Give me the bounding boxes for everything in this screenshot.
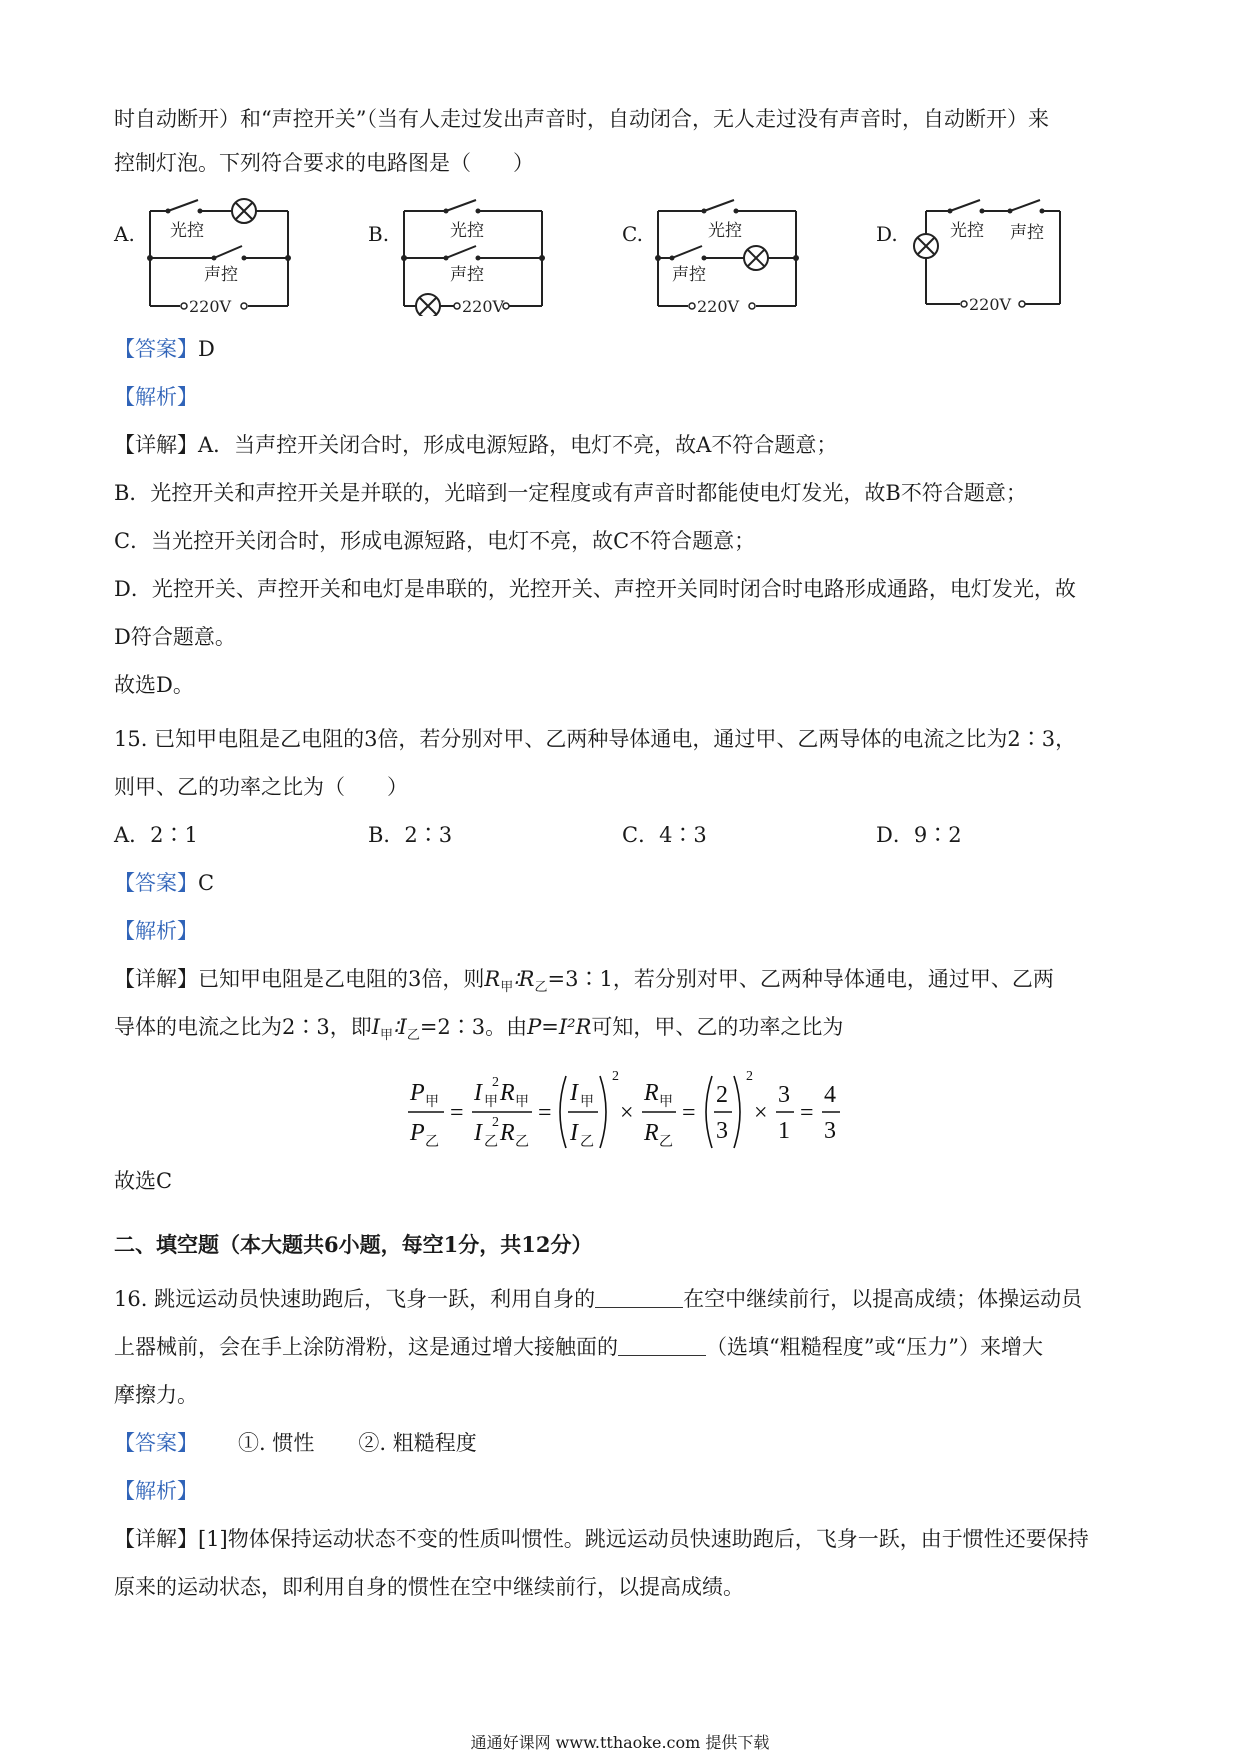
analysis-tag: 【解析】 [114,1479,198,1503]
q16-answer-2: ②. 粗糙程度 [358,1431,477,1455]
q14-detail-d-line-1: D．光控开关、声控开关和电灯是串联的，光控开关、声控开关同时闭合时电路形成通路，电灯发光，故 [114,577,1076,601]
answer-tag: 【答案】 [114,871,198,895]
symbol-i: ∶I [393,1015,407,1039]
subscript-yi: 乙 [534,980,548,996]
f-i: I [570,1120,578,1146]
label-voltage-b: 220V [462,297,505,316]
f-i: I [570,1080,578,1106]
q16-text: 在空中继续前行，以提高成绩；体操运动员 [683,1287,1083,1311]
q15-detail-line-2 [114,1012,1134,1051]
symbol-r: ∶R [513,967,535,991]
q15-analysis [114,916,1134,946]
f-eq: = [800,1100,814,1126]
q16-stem-line-1 [114,1284,1134,1314]
f-one: 1 [778,1118,790,1144]
detail-tag: 【详解】 [114,1527,198,1551]
q16-stem-line-2 [114,1332,1134,1362]
answer-blank-1[interactable] [595,1285,683,1308]
q14-analysis [114,382,1134,412]
q15-answer [114,868,1134,898]
circuit-diagram-c [648,196,808,316]
page-footer: 通通好课网 www.tthaoke.com 提供下载 [470,1733,770,1752]
f-i: I [474,1120,482,1146]
f-r: R [500,1120,515,1146]
q16-analysis [114,1476,1134,1506]
f-two: 2 [716,1082,728,1108]
label-voltage-d: 220V [969,295,1012,314]
subscript-jia: 甲 [380,1028,394,1044]
q15-choice-d: D．9∶2 [876,823,962,847]
f-times: × [754,1100,768,1126]
option-b-label: B. [368,222,390,246]
detail-tag: 【详解】 [114,967,198,991]
q15-choice-a: A．2∶1 [114,823,198,847]
power-ratio-formula [408,1068,848,1152]
f-two: 2 [492,1115,499,1130]
q15-choice-b: B．2∶3 [368,823,453,847]
q14-stem-line-1: 时自动断开）和“声控开关”（当有人走过发出声音时，自动闭合，无人走过没有声音时，自动断开）来 [114,107,1049,131]
f-r: R [644,1080,659,1106]
circuit-diagram-a [140,196,300,316]
q16-detail-line-2: 原来的运动状态，即利用自身的惯性在空中继续前行，以提高成绩。 [114,1575,744,1599]
detail-tag: 【详解】 [114,433,198,457]
label-voltage-a: 220V [189,297,232,316]
f-two: 2 [612,1069,619,1084]
f-yi: 乙 [580,1135,594,1150]
q15-answer-value: C [198,871,215,895]
f-two: 2 [746,1069,753,1084]
f-r: R [500,1080,515,1106]
subscript-yi: 乙 [406,1028,420,1044]
section-2-title: 二、填空题（本大题共6小题，每空1分，共12分） [114,1232,593,1257]
q16-detail-text: [1]物体保持运动状态不变的性质叫惯性。跳远运动员快速助跑后，飞身一跃，由于惯性还要保持 [198,1527,1089,1551]
q14-answer-value: D [198,337,215,361]
symbol-i: I [371,1015,381,1039]
label-shengkong-a: 声控 [204,265,238,285]
q15-detail-line-1 [114,964,1134,1003]
q16-detail-line-1 [114,1524,1134,1554]
q15-choice-c: C．4∶3 [622,823,707,847]
label-shengkong-b: 声控 [450,265,484,285]
answer-tag: 【答案】 [114,1431,198,1455]
q16-text: 上器械前，会在手上涂防滑粉，这是通过增大接触面的 [114,1335,618,1359]
f-two: 2 [492,1075,499,1090]
q14-detail-a [114,430,1134,460]
subscript-jia: 甲 [500,980,514,996]
label-guangkong-a: 光控 [170,221,204,241]
q14-stem-line-2: 控制灯泡。下列符合要求的电路图是（ ） [114,151,534,175]
f-eq: = [682,1100,696,1126]
q16-answer [114,1428,1134,1458]
f-four: 4 [824,1082,836,1108]
q14-detail-c: C．当光控开关闭合时，形成电源短路，电灯不亮，故C不符合题意； [114,529,756,553]
answer-tag: 【答案】 [114,337,198,361]
f-jia: 甲 [580,1095,594,1110]
q15-detail-text: =2∶3。由 [419,1015,528,1039]
f-times: × [620,1100,634,1126]
f-three: 3 [824,1118,836,1144]
q15-stem-line-1: 15. 已知甲电阻是乙电阻的3倍，若分别对甲、乙两种导体通电，通过甲、乙两导体的电流之比为2∶3， [114,727,1077,751]
f-p: P [410,1080,425,1106]
f-jia: 甲 [659,1095,673,1110]
f-yi: 乙 [659,1135,673,1150]
q16-stem-line-3: 摩擦力。 [114,1383,198,1407]
f-three: 3 [716,1118,728,1144]
circuit-options [0,196,1240,326]
q14-answer [114,334,1134,364]
f-yi: 乙 [484,1135,498,1150]
label-guangkong-d: 光控 [950,221,984,241]
option-d-label: D. [876,222,898,246]
label-guangkong-c: 光控 [708,221,742,241]
q14-detail-b: B．光控开关和声控开关是并联的，光暗到一定程度或有声音时都能使电灯发光，故B不符合题意； [114,481,1027,505]
f-p: P [410,1120,425,1146]
option-c-label: C. [622,222,643,246]
f-eq: = [538,1100,552,1126]
f-yi: 乙 [515,1135,529,1150]
option-a-label: A. [114,222,135,246]
f-jia: 甲 [484,1095,498,1110]
label-guangkong-b: 光控 [450,221,484,241]
f-i: I [474,1080,482,1106]
q15-detail-text: =3∶1，若分别对甲、乙两种导体通电，通过甲、乙两 [547,967,1054,991]
q16-answer-1: ①. 惯性 [238,1431,315,1455]
q14-conclusion: 故选D。 [114,673,194,697]
label-shengkong-c: 声控 [672,265,706,285]
q15-conclusion: 故选C [114,1169,173,1193]
analysis-tag: 【解析】 [114,385,198,409]
answer-blank-2[interactable] [618,1333,706,1356]
q15-detail-text: 可知，甲、乙的功率之比为 [591,1015,844,1039]
q16-text: 16. 跳远运动员快速助跑后，飞身一跃，利用自身的 [114,1287,596,1311]
q15-stem-line-2: 则甲、乙的功率之比为（ ） [114,775,408,799]
f-r: R [644,1120,659,1146]
q14-detail-a-text: A．当声控开关闭合时，形成电源短路，电灯不亮，故A不符合题意； [198,433,838,457]
f-yi: 乙 [425,1135,439,1150]
symbol-r: R [484,967,501,991]
label-shengkong-d: 声控 [1010,223,1044,243]
f-jia: 甲 [515,1095,529,1110]
circuit-diagram-d [900,196,1070,316]
q14-detail-d-line-2: D符合题意。 [114,625,236,649]
circuit-diagram-b [394,196,554,316]
label-voltage-c: 220V [697,297,740,316]
q16-text: （选填“粗糙程度”或“压力”）来增大 [706,1335,1043,1359]
analysis-tag: 【解析】 [114,919,198,943]
q15-detail-text: 已知甲电阻是乙电阻的3倍，则 [198,967,485,991]
power-formula: P=I²R [527,1015,592,1039]
f-three: 3 [778,1082,790,1108]
f-jia: 甲 [425,1095,439,1110]
f-eq: = [450,1100,464,1126]
q15-detail-text: 导体的电流之比为2∶3，即 [114,1015,372,1039]
